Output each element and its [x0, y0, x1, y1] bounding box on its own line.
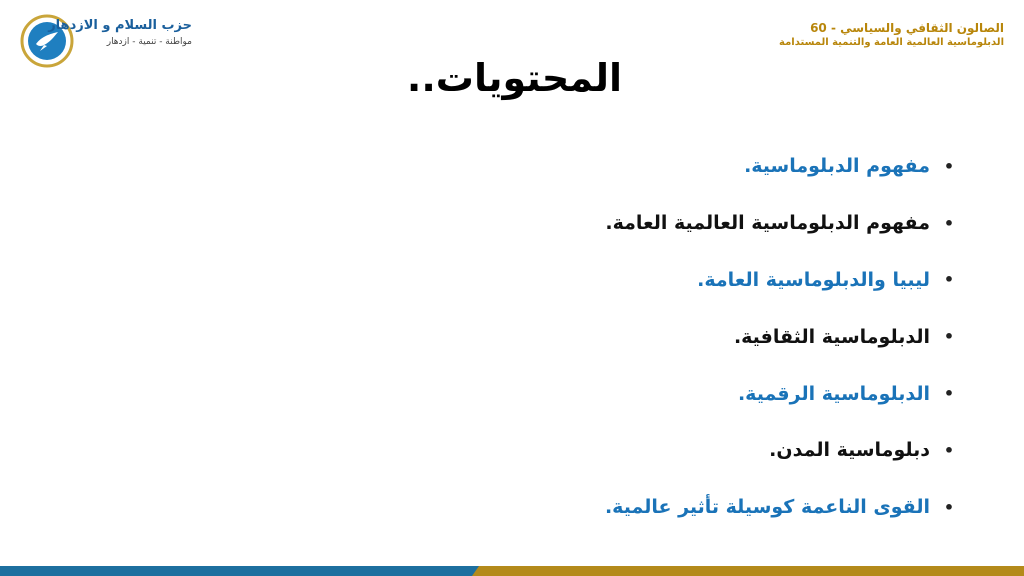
list-item	[358, 195, 958, 252]
bullet-dot-icon: •	[943, 440, 955, 460]
party-name-block	[48, 18, 192, 49]
list-item	[358, 138, 958, 195]
list-item	[358, 365, 958, 422]
list-item	[358, 252, 958, 309]
contents-list	[358, 138, 958, 536]
salon-subtitle: الدبلوماسية العالمية العامة والتنمية المستدامة	[779, 37, 1004, 48]
list-item-text: الدبلوماسية الرقمية.	[737, 382, 930, 405]
bullet-dot-icon: •	[943, 156, 955, 176]
page-title: المحتويات..	[406, 56, 622, 100]
party-name: حزب السلام و الازدهار	[48, 18, 192, 33]
list-item	[358, 308, 958, 365]
party-slogan: مواطنة - تنمية - ازدهار	[106, 37, 192, 47]
list-item	[358, 479, 958, 536]
bullet-dot-icon: •	[943, 384, 955, 404]
bullet-dot-icon: •	[943, 327, 955, 347]
list-item-text: دبلوماسية المدن.	[769, 439, 930, 462]
salon-header	[779, 20, 1004, 50]
footer-band-gold	[472, 566, 1024, 576]
salon-title: الصالون الثقافي والسياسي - 60	[810, 21, 1004, 35]
list-item-text: مفهوم الدبلوماسية العالمية العامة.	[605, 212, 930, 235]
footer-band-blue	[0, 566, 480, 576]
list-item-text: مفهوم الدبلوماسية.	[744, 155, 930, 178]
list-item-text: الدبلوماسية الثقافية.	[733, 325, 930, 348]
list-item-text: ليبيا والدبلوماسية العامة.	[697, 268, 930, 291]
list-item-text: القوى الناعمة كوسيلة تأثير عالمية.	[604, 496, 930, 519]
bullet-dot-icon: •	[943, 213, 955, 233]
bullet-dot-icon: •	[943, 497, 955, 517]
bullet-dot-icon: •	[943, 270, 955, 290]
list-item	[358, 422, 958, 479]
